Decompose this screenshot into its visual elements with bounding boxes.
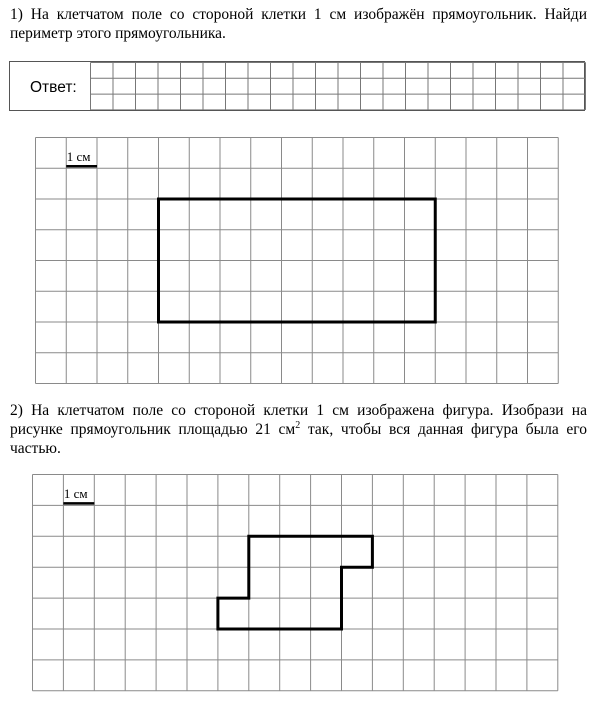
- grid-2-lines: [33, 475, 558, 691]
- answer-box: [9, 61, 585, 111]
- grid-2-polygon-figure: [218, 536, 373, 629]
- task-2-text-after: так, чтобы вся данная фигура была его частью.: [10, 421, 587, 457]
- grid-1-scale-label: 1 см: [66, 148, 91, 164]
- task-2-text-before: 2) На клетчатом поле со стороной клетки 1 см изображена фигура. Изобрази на рисунке прямоугольник площадью 21 см: [10, 402, 587, 438]
- answer-cells-grid[interactable]: [90, 62, 586, 110]
- task-2-superscript: 2: [295, 419, 301, 431]
- grid-2: [32, 474, 560, 694]
- grid-1-lines: [36, 138, 559, 384]
- task-1-text: 1) На клетчатом поле со стороной клетки 1 см изображён прямоугольник. Найди периметр этого прямоугольника.: [10, 6, 587, 42]
- grid-2-scale-label: 1 см: [63, 485, 88, 501]
- grid-1: [35, 137, 561, 387]
- answer-label: Ответ:: [30, 79, 77, 96]
- task-2-text: [10, 401, 587, 458]
